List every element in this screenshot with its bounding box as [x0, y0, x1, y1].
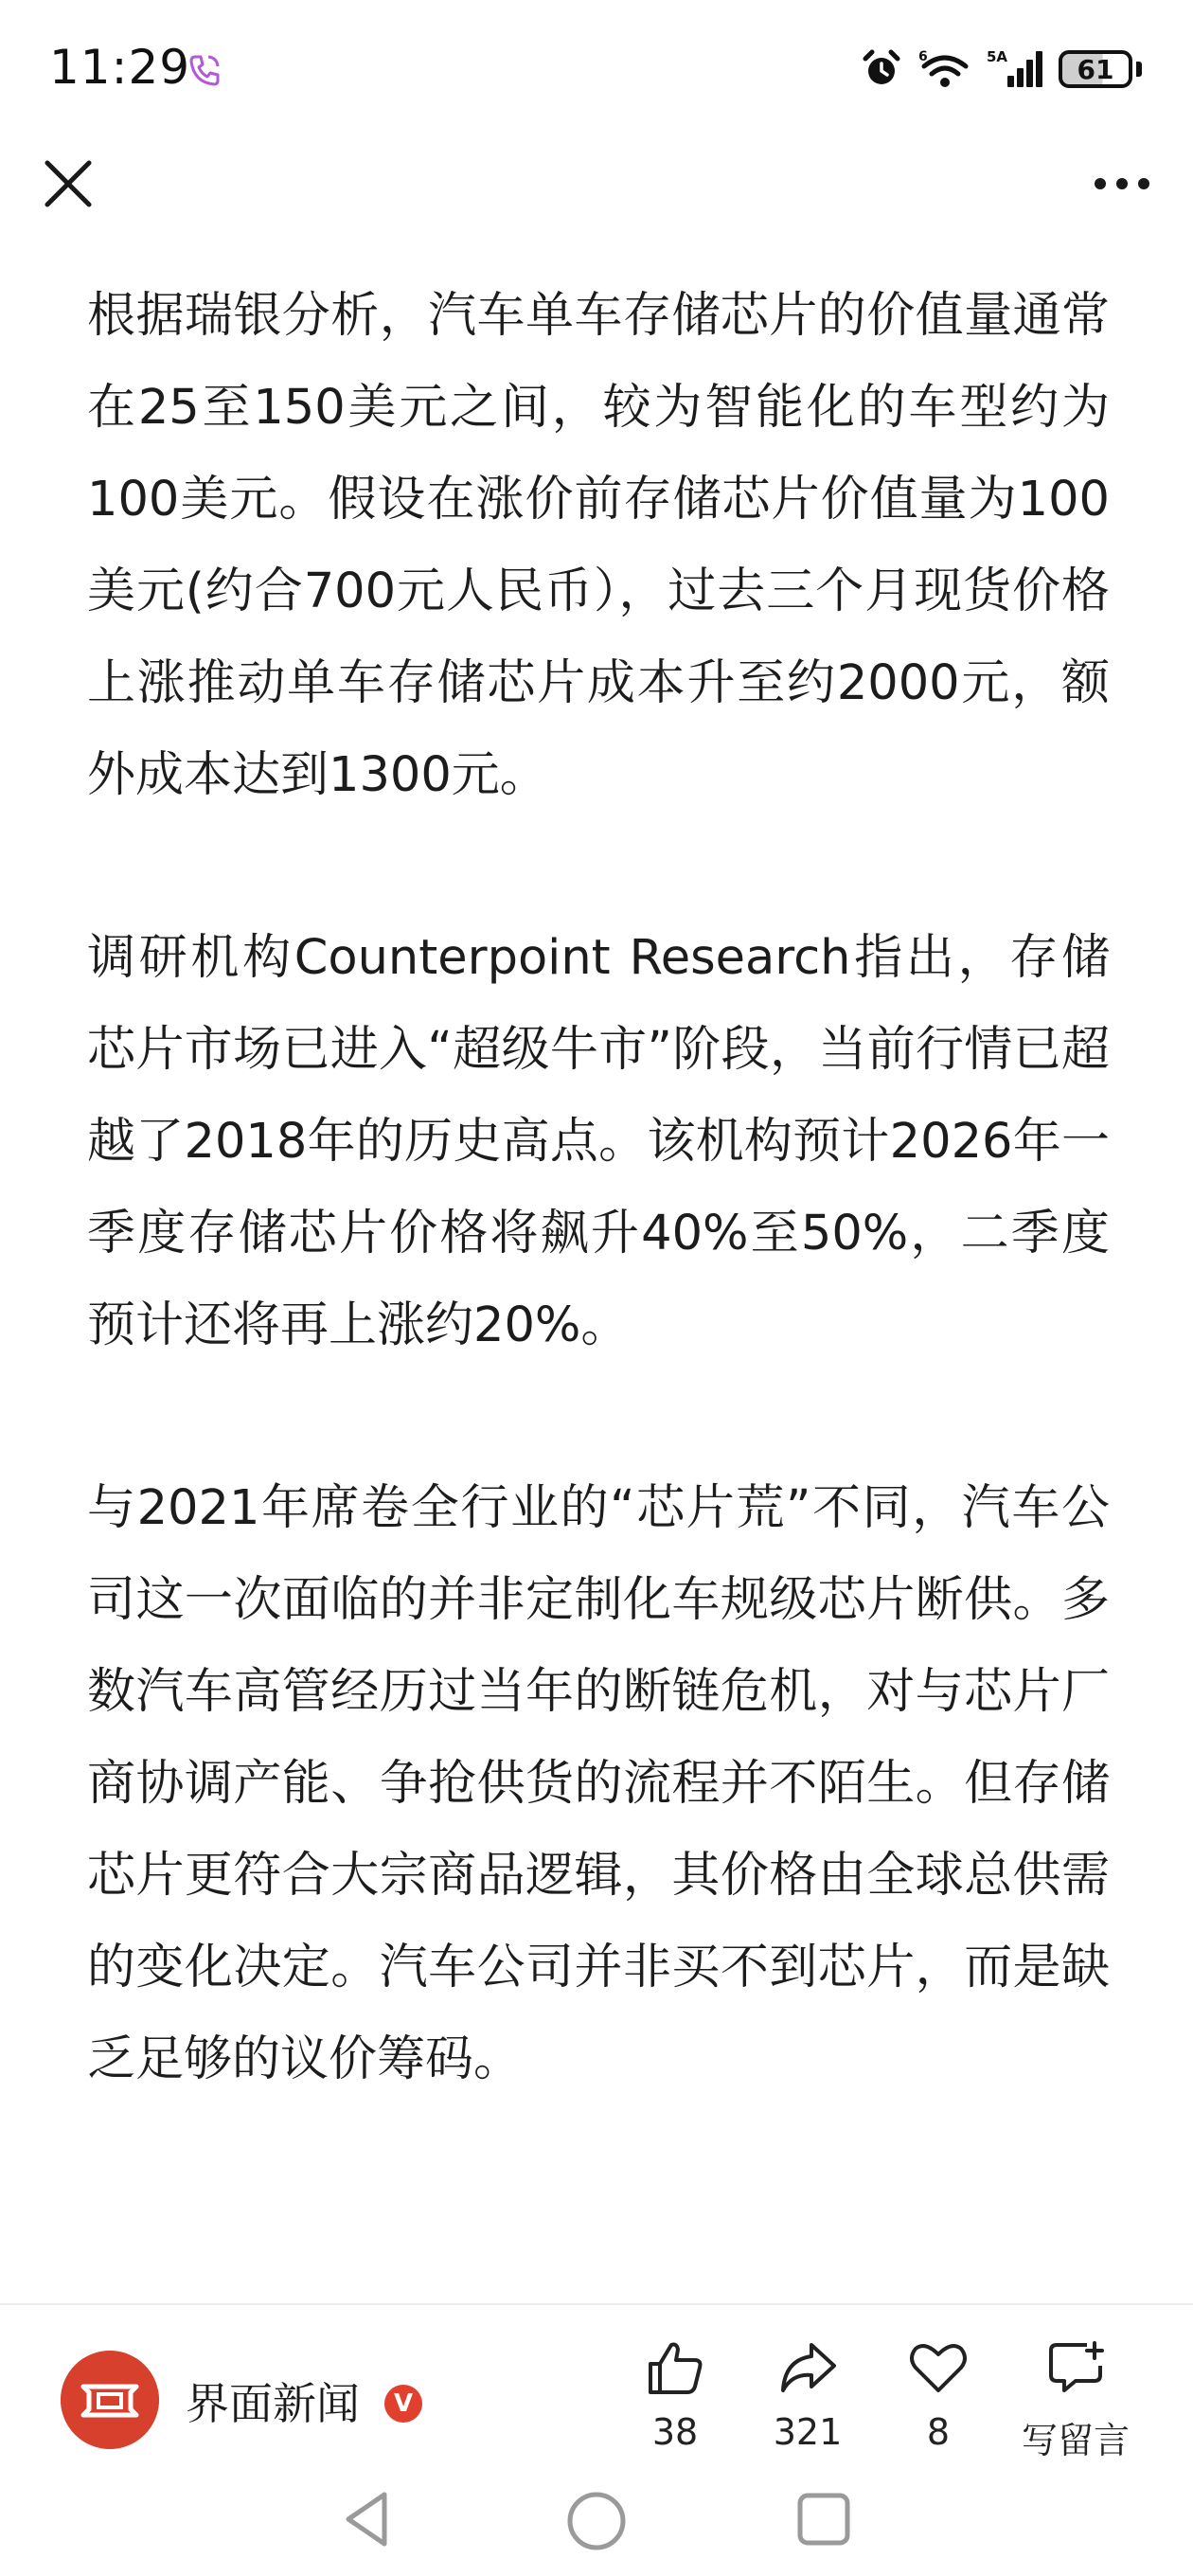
back-icon[interactable] — [339, 2489, 396, 2549]
recents-icon[interactable] — [795, 2491, 852, 2548]
write-comment-button[interactable] — [1009, 2337, 1142, 2463]
share-arrow-icon — [777, 2337, 838, 2398]
alarm-icon — [860, 47, 903, 91]
network-type-label: 5A — [987, 48, 1008, 65]
signal-icon — [987, 47, 1045, 91]
article-paragraph: 与2021年席卷全行业的“芯片荒”不同，汽车公司这一次面临的并非定制化车规级芯片断供。多数汽车高管经历过当年的断链危机，对与芯片厂商协调产能、争抢供货的流程并不陌生。但存储芯片更符合大宗商品逻辑，其价格由全球总供需的变化决定。汽车公司并非买不到芯片，而是缺乏足够的议价筹码。 — [87, 1480, 1110, 2087]
publisher-logo[interactable] — [61, 2351, 159, 2449]
verified-badge: V — [384, 2385, 422, 2423]
more-icon[interactable] — [1089, 163, 1155, 205]
phone-call-icon — [186, 51, 223, 89]
svg-text:6: 6 — [918, 49, 928, 64]
favorite-count: 8 — [926, 2411, 951, 2453]
status-time: 11:29 — [49, 40, 191, 95]
write-comment-label: 写留言 — [1021, 2420, 1130, 2461]
share-count: 321 — [773, 2411, 843, 2453]
comment-add-icon — [1045, 2337, 1106, 2398]
publisher-name[interactable]: 界面新闻 — [186, 2378, 360, 2429]
like-button[interactable] — [614, 2337, 737, 2453]
favorite-button[interactable] — [877, 2337, 1000, 2453]
close-icon[interactable] — [38, 153, 98, 214]
battery-level: 61 — [1077, 53, 1114, 85]
like-count: 38 — [651, 2411, 699, 2453]
article-paragraph: 调研机构Counterpoint Research指出，存储芯片市场已进入“超级牛市”阶段，当前行情已超越了2018年的历史高点。该机构预计2026年一季度存储芯片价格将飙升40%至50%，二季度预计还将再上涨约20%。 — [87, 930, 1110, 1353]
battery-icon — [1059, 50, 1132, 88]
heart-icon — [908, 2337, 969, 2398]
wifi-icon — [917, 47, 973, 91]
status-bar — [0, 0, 1193, 142]
thumbs-up-icon — [645, 2337, 705, 2398]
article-paragraph: 根据瑞银分析，汽车单车存储芯片的价值量通常在25至150美元之间，较为智能化的车型约为100美元。假设在涨价前存储芯片价值量为100美元(约合700元人民币），过去三个月现货价格上涨推动单车存储芯片成本升至约2000元，额外成本达到1300元。 — [87, 288, 1110, 803]
system-nav-bar — [0, 2464, 1193, 2576]
article-body — [87, 270, 1110, 2295]
share-button[interactable] — [746, 2337, 869, 2453]
home-icon[interactable] — [564, 2489, 629, 2553]
battery-tip — [1136, 62, 1142, 77]
bottom-action-bar — [0, 2303, 1193, 2466]
status-icons — [860, 45, 1142, 93]
